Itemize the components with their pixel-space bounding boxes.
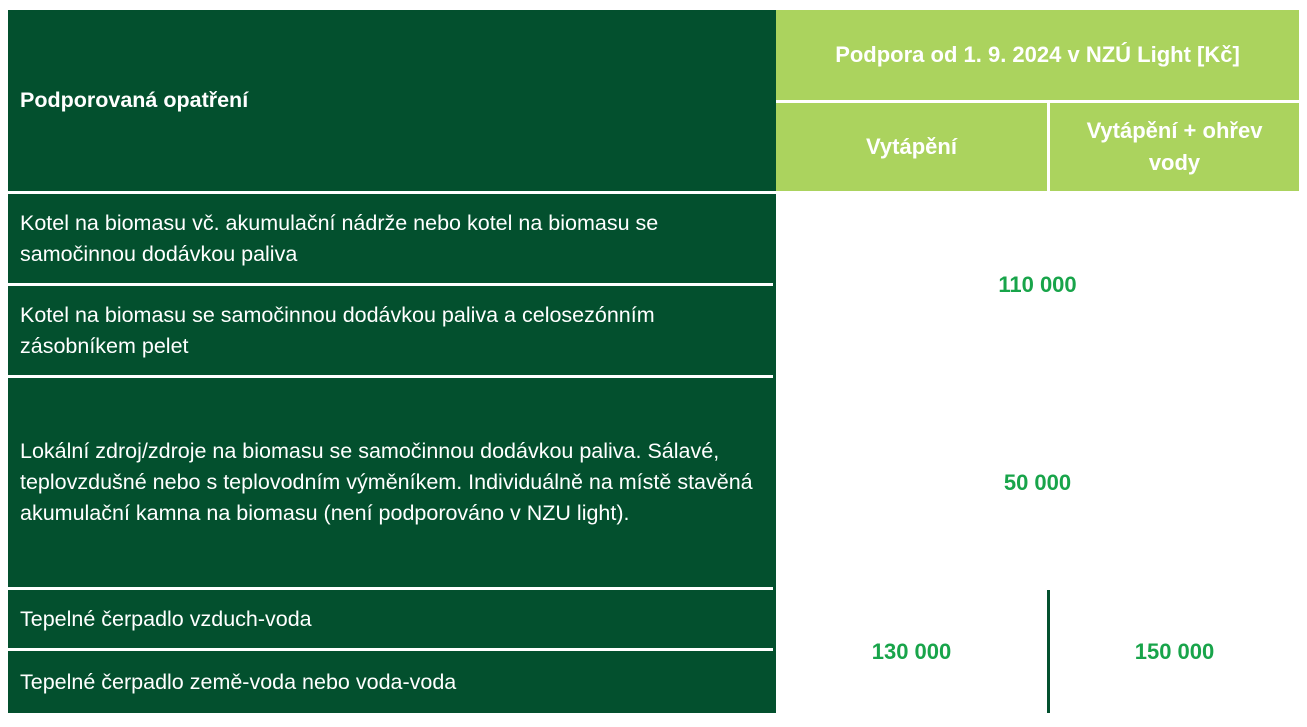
- value-local-sources: 50 000: [776, 378, 1299, 587]
- heating-header-text: Vytápění: [866, 134, 957, 159]
- measures-header: [8, 10, 773, 191]
- table-row-label: Tepelné čerpadlo vzduch-voda: [8, 590, 773, 648]
- support-header: [776, 10, 1299, 100]
- value-biomass-boilers: 110 000: [776, 194, 1299, 375]
- heating-header: [776, 103, 1047, 191]
- table-row-label: Kotel na biomasu se samočinnou dodávkou paliva a celosezónním zásobníkem pelet: [8, 286, 773, 375]
- measures-header-text: Podporovaná opatření: [20, 88, 249, 112]
- table-row-label: Lokální zdroj/zdroje na biomasu se samočinnou dodávkou paliva. Sálavé, teplovzdušné nebo s teplovodním výměníkem. Individuálně na místě stavěná akumulační kamna na biomasu (není podporováno v NZU light).: [8, 378, 773, 587]
- table-row-label: Kotel na biomasu vč. akumulační nádrže nebo kotel na biomasu se samočinnou dodávkou paliva: [8, 194, 773, 283]
- support-header-text: Podpora od 1. 9. 2024 v NZÚ Light [Kč]: [835, 42, 1240, 67]
- value-heat-pump-heating-water: 150 000: [1050, 590, 1299, 713]
- table-row-label: Tepelné čerpadlo země-voda nebo voda-voda: [8, 651, 773, 713]
- heating-water-header: [1050, 103, 1299, 191]
- support-table: [8, 10, 1299, 719]
- heating-water-header-text: Vytápění + ohřev vody: [1086, 118, 1263, 175]
- column-divider: [773, 194, 776, 713]
- value-heat-pump-heating: 130 000: [776, 590, 1047, 713]
